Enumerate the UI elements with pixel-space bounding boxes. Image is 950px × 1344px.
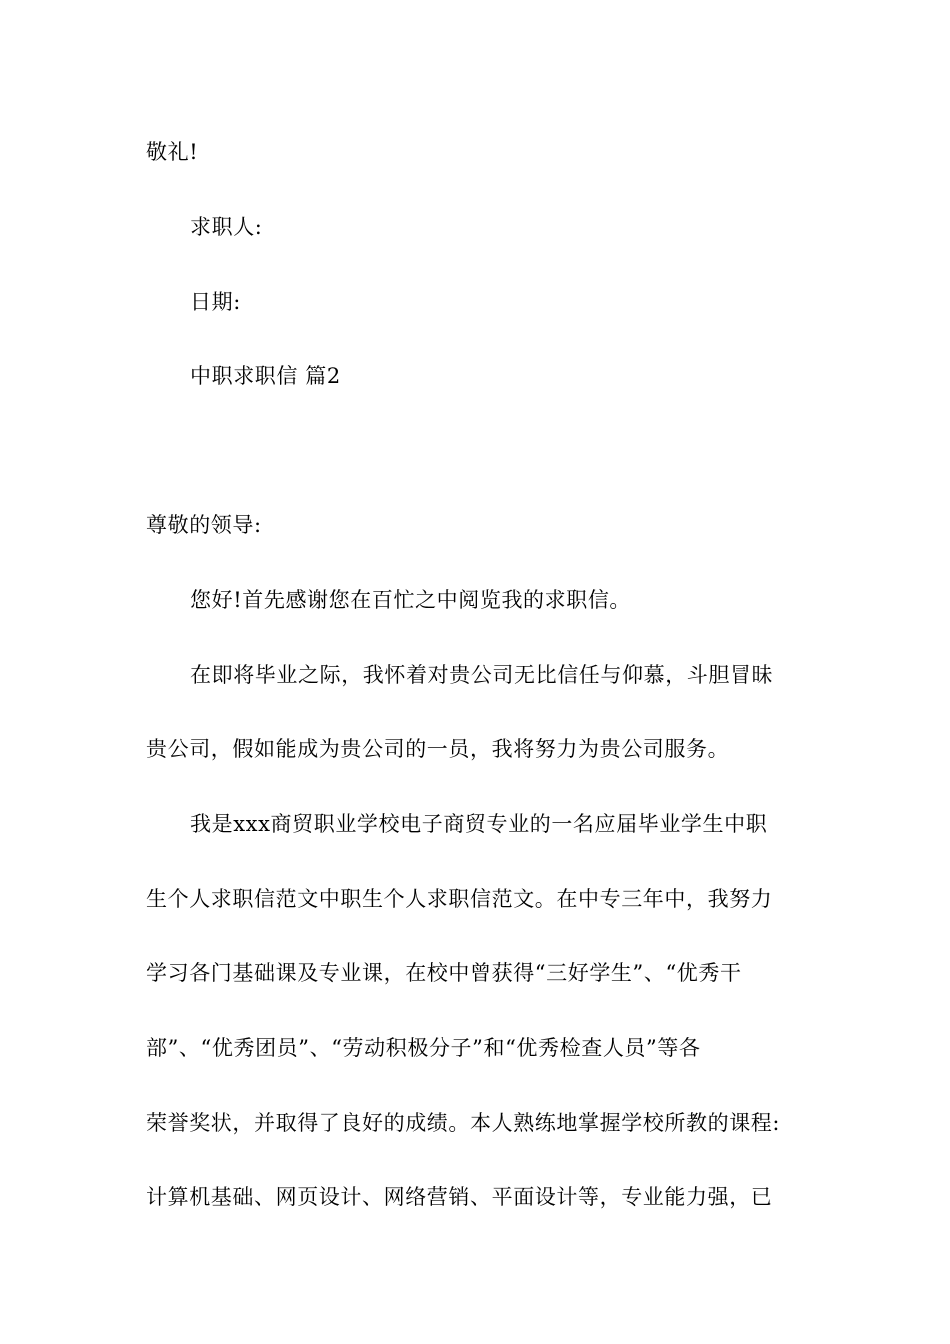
paragraph-line: 我是xxx商贸职业学校电子商贸专业的一名应届毕业学生中职 [190,812,768,836]
paragraph-line: 学习各门基础课及专业课，在校中曾获得“三好学生”、“优秀干 [146,961,742,985]
paragraph-line: 生个人求职信范文中职生个人求职信范文。在中专三年中，我努力 [146,887,773,911]
letter-greeting: 尊敬的领导: [146,513,262,537]
applicant-label: 求职人: [190,215,263,239]
closing-salute: 敬礼! [146,140,199,164]
paragraph-line: 您好!首先感谢您在百忙之中阅览我的求职信。 [190,588,632,612]
paragraph-line: 计算机基础、网页设计、网络营销、平面设计等，专业能力强，已 [146,1185,773,1209]
paragraph-line: 在即将毕业之际，我怀着对贵公司无比信任与仰慕，斗胆冒昧 [190,663,774,687]
paragraph-line: 贵公司，假如能成为贵公司的一员，我将努力为贵公司服务。 [146,737,730,761]
paragraph-line: 荣誉奖状，并取得了良好的成绩。本人熟练地掌握学校所教的课程: [146,1111,781,1135]
section-heading: 中职求职信 篇2 [190,364,341,388]
paragraph-line: 部”、“优秀团员”、“劳动积极分子”和“优秀检查人员”等各 [146,1036,701,1060]
date-label: 日期: [190,290,241,314]
